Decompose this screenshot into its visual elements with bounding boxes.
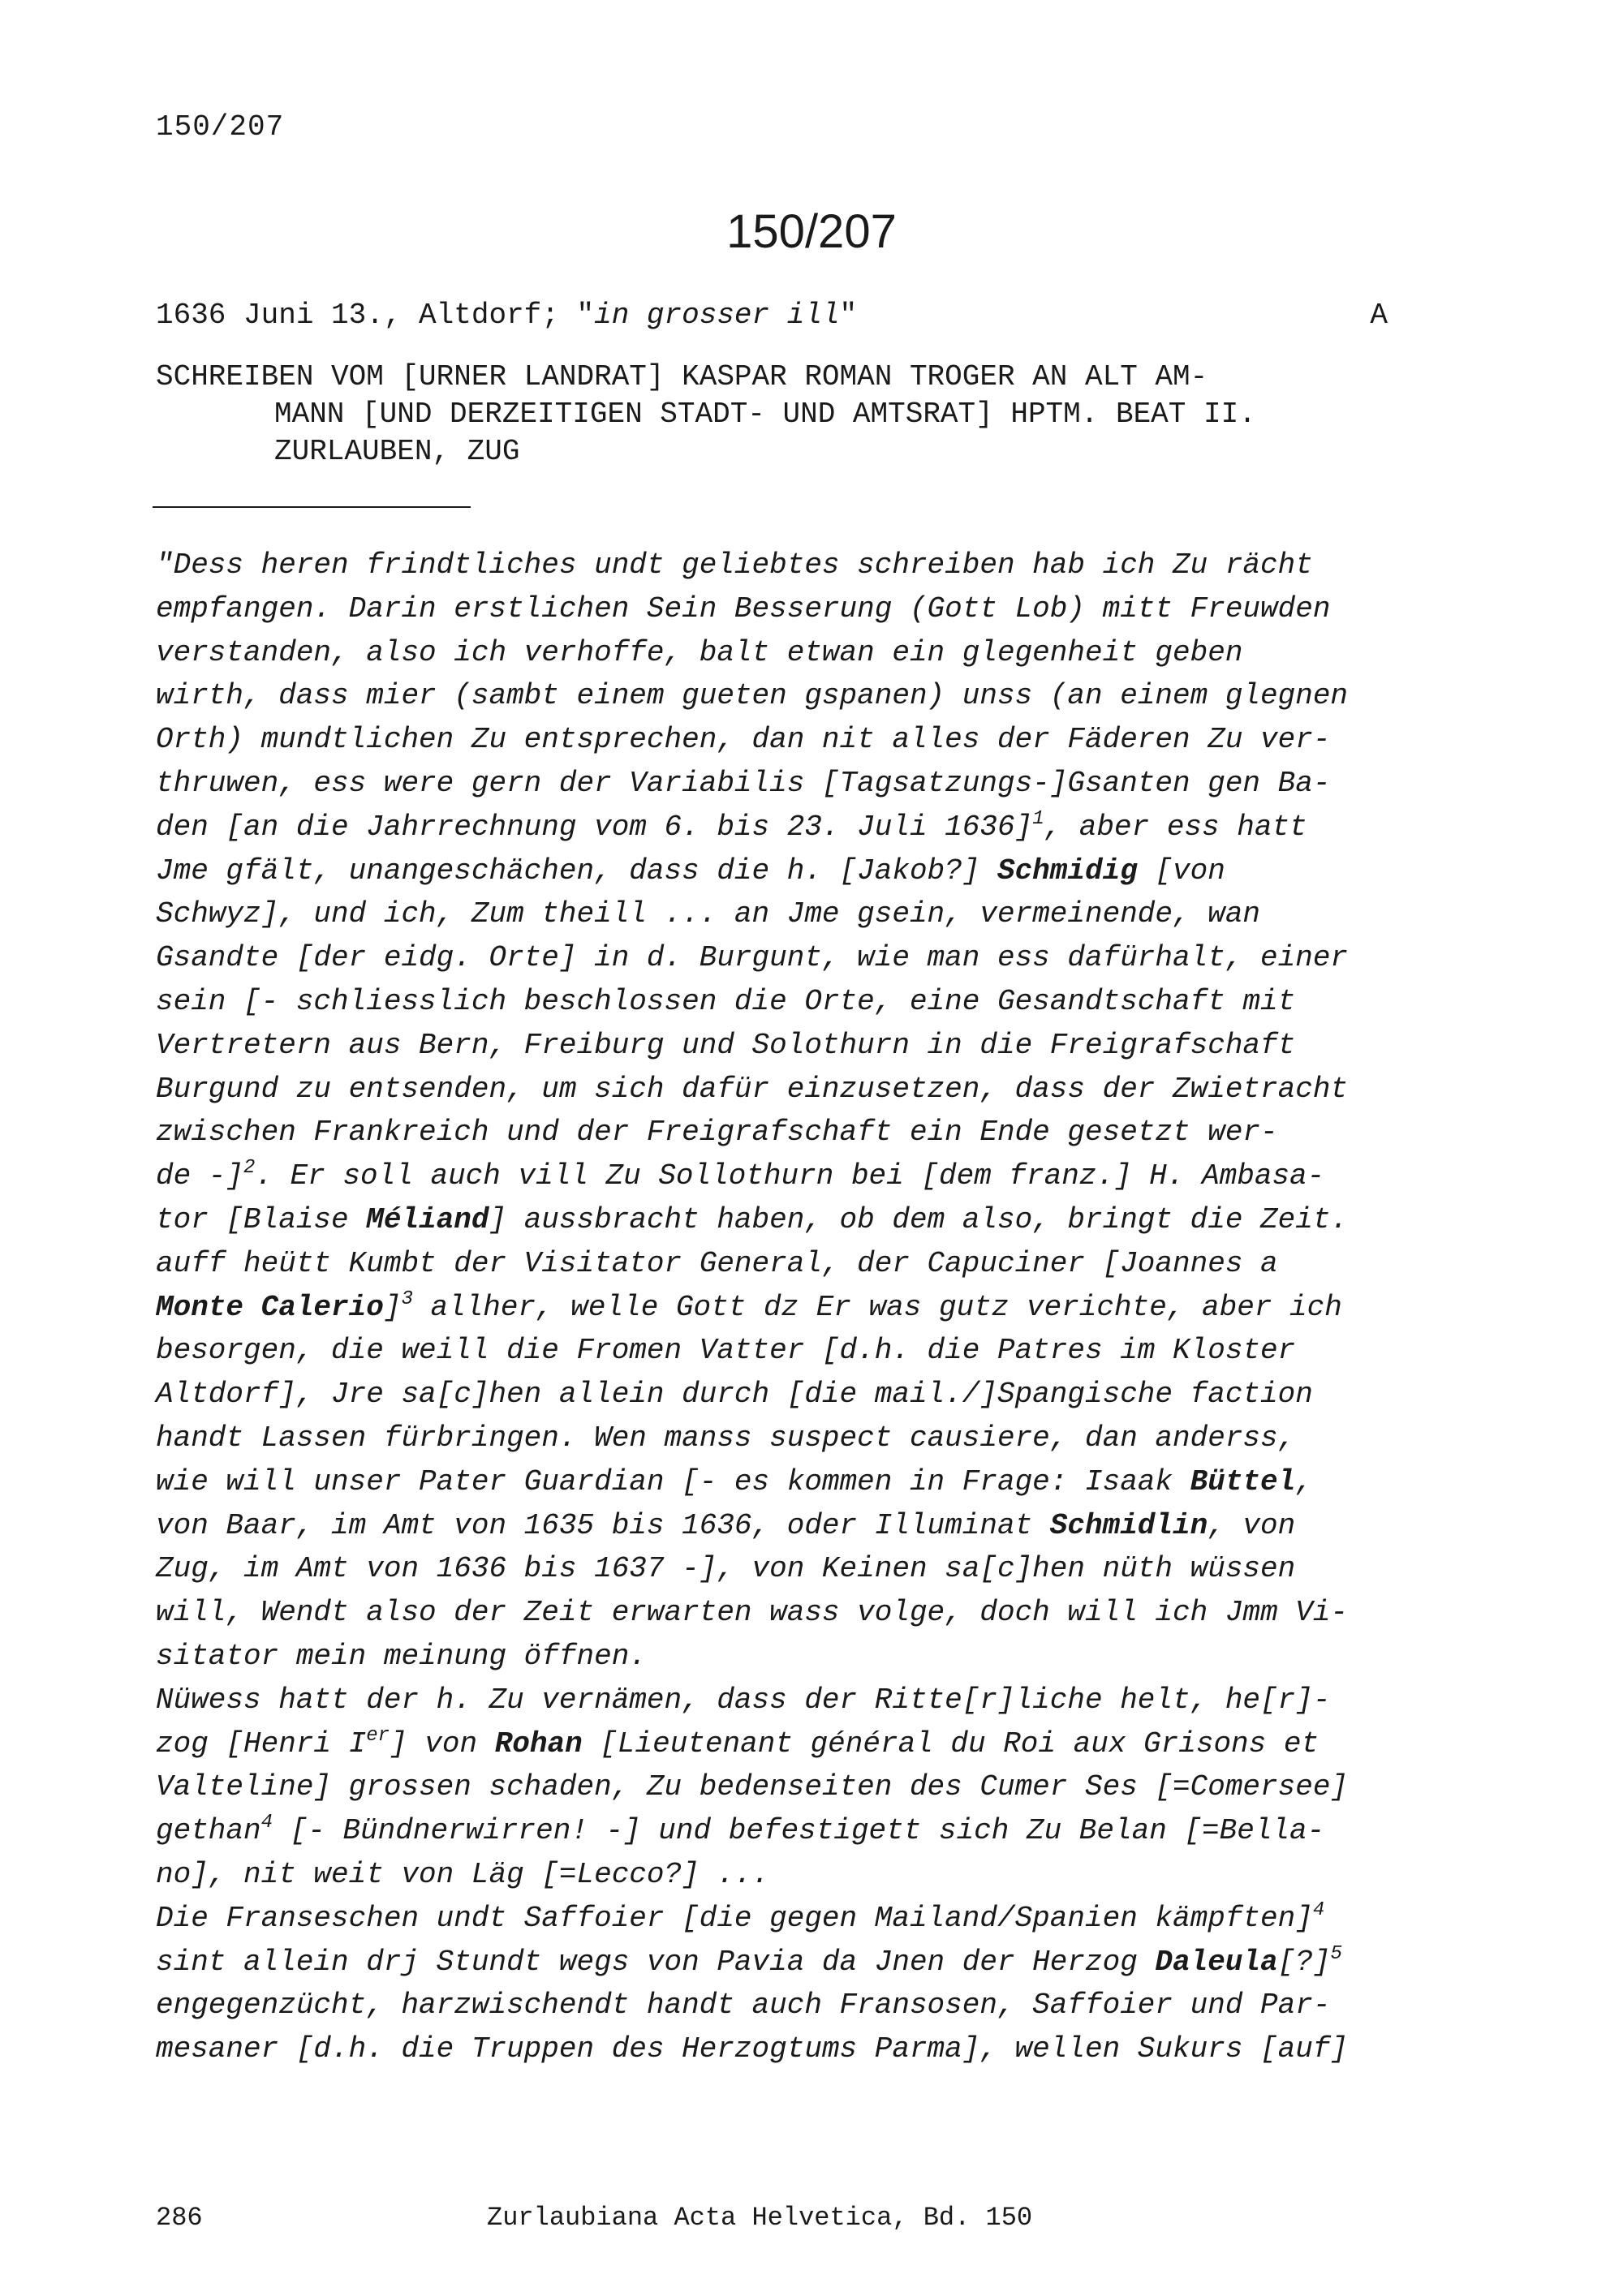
- body-line: [156, 1897, 1397, 1941]
- body-line: zwischen Frankreich und der Freigrafschaft ein Ende gesetzt wer-: [156, 1116, 1278, 1150]
- body-line: [156, 1941, 1397, 1984]
- body-text: von Baar, im Amt von 1635 bis 1636, oder Illuminat: [156, 1508, 1050, 1542]
- footnote-ref: 4: [260, 1812, 273, 1834]
- body-line: Zug, im Amt von 1636 bis 1637 -], von Keinen sa[c]hen nüth wüssen: [156, 1552, 1296, 1586]
- body-text: [Lieutenant général du Roi aux Grisons et: [582, 1726, 1319, 1761]
- body-text: [- Bündnerwirren! -] und befestigett sich Zu Belan [=Bella-: [273, 1814, 1325, 1848]
- body-text: wie will unser Pater Guardian [- es kommen in Frage: Isaak: [156, 1464, 1190, 1498]
- body-line: empfangen. Darin erstlichen Sein Besserung (Gott Lob) mitt Freuwden: [156, 591, 1331, 626]
- letter-transcription: [156, 544, 1397, 2071]
- document-number: 150/207: [726, 205, 897, 258]
- body-text: ,: [1295, 1464, 1313, 1498]
- document-title: [156, 359, 1389, 471]
- footnote-ref: 1: [1032, 807, 1044, 830]
- date-quote-italic: in grosser ill: [594, 299, 840, 332]
- body-line: [156, 1154, 1397, 1198]
- body-line: handt Lassen fürbringen. Wen manss suspect causiere, dan anderss,: [156, 1421, 1296, 1455]
- body-line: Gsandte [der eidg. Orte] in d. Burgunt, wie man ess dafürhalt, einer: [156, 941, 1349, 975]
- person-name: Daleula: [1155, 1945, 1278, 1979]
- body-line: [156, 1504, 1397, 1548]
- person-name: Méliand: [366, 1202, 489, 1236]
- body-text: . Er soll auch vill Zu Sollothurn bei [dem franz.] H. Ambasa-: [255, 1159, 1325, 1193]
- body-line: [156, 1722, 1397, 1766]
- running-head: 150/207: [156, 110, 285, 144]
- body-line: thruwen, ess were gern der Variabilis [Tagsatzungs-]Gsanten gen Ba-: [156, 766, 1331, 800]
- person-name: Büttel: [1190, 1464, 1296, 1498]
- body-line: [156, 806, 1397, 849]
- body-line: Vertretern aus Bern, Freiburg und Solothurn in die Freigrafschaft: [156, 1028, 1296, 1062]
- body-line: "Dess heren frindtliches undt geliebtes schreiben hab ich Zu rächt: [156, 548, 1313, 582]
- date-place-text: 1636 Juni 13., Altdorf; ": [156, 299, 595, 332]
- body-line: [156, 849, 1397, 893]
- footnote-ref: 3: [401, 1288, 413, 1310]
- body-line: Orth) mundtlichen Zu entsprechen, dan nit alles der Fäderen Zu ver-: [156, 723, 1331, 757]
- title-line-2: MANN [UND DERZEITIGEN STADT- UND AMTSRAT] HPTM. BEAT II.: [274, 398, 1256, 431]
- body-line: [156, 1460, 1397, 1504]
- document-category: A: [1370, 299, 1388, 332]
- body-line: engegenzücht, harzwischendt handt auch Fransosen, Saffoier und Par-: [156, 1989, 1331, 2023]
- body-text: ] aussbracht haben, ob dem also, bringt die Zeit.: [489, 1202, 1349, 1236]
- body-line: [156, 1809, 1397, 1853]
- body-line: will, Wendt also der Zeit erwarten wass volge, doch will ich Jmm Vi-: [156, 1596, 1349, 1630]
- body-line: sitator mein meinung öffnen.: [156, 1639, 647, 1673]
- footnote-ref: 4: [1312, 1898, 1325, 1921]
- body-line: Schwyz], und ich, Zum theill ... an Jme gsein, vermeinende, wan: [156, 897, 1261, 931]
- body-text: allher, welle Gott dz Er was gutz verichte, aber ich: [412, 1290, 1342, 1324]
- body-text: de -]: [156, 1159, 244, 1193]
- date-quote-close: ": [839, 299, 858, 332]
- body-text: sint allein drj Stundt wegs von Pavia da Jnen der Herzog: [156, 1945, 1156, 1979]
- body-text: ]: [383, 1290, 402, 1324]
- body-text: gethan: [156, 1814, 261, 1848]
- body-line: Altdorf], Jre sa[c]hen allein durch [die mail./]Spangische faction: [156, 1378, 1313, 1412]
- body-text: , von: [1208, 1508, 1296, 1542]
- body-text: [von: [1137, 853, 1225, 888]
- footnote-ref: 5: [1330, 1942, 1342, 1965]
- footnote-ref: 2: [243, 1157, 256, 1180]
- superscript: er: [366, 1724, 390, 1747]
- body-line: wirth, dass mier (sambt einem gueten gspanen) unss (an einem glegnen: [156, 679, 1349, 713]
- body-text: [?]: [1277, 1945, 1331, 1979]
- body-text: den [an die Jahrrechnung vom 6. bis 23. Juli 1636]: [156, 810, 1033, 844]
- series-title: Zurlaubiana Acta Helvetica, Bd. 150: [487, 2203, 1033, 2233]
- date-line: [156, 299, 1388, 332]
- person-name: Schmidig: [997, 853, 1138, 888]
- body-line: verstanden, also ich verhoffe, balt etwan ein glegenheit geben: [156, 635, 1243, 669]
- person-name: Rohan: [494, 1726, 583, 1761]
- title-line-1: SCHREIBEN VOM [URNER LANDRAT] KASPAR ROMAN TROGER AN ALT AM-: [156, 360, 1208, 393]
- separator-rule: [153, 506, 471, 508]
- body-text: zog [Henri I: [156, 1726, 367, 1761]
- person-name: Monte Calerio: [156, 1290, 384, 1324]
- body-text: Die Franseschen undt Saffoier [die gegen Mailand/Spanien kämpften]: [156, 1901, 1313, 1935]
- person-name: Schmidlin: [1049, 1508, 1208, 1542]
- page-number: 286: [156, 2203, 203, 2233]
- body-text: tor [Blaise: [156, 1202, 367, 1236]
- body-line: Nüwess hatt der h. Zu vernämen, dass der Ritte[r]liche helt, he[r]-: [156, 1683, 1331, 1717]
- body-line: Burgund zu entsenden, um sich dafür einzusetzen, dass der Zwietracht: [156, 1072, 1349, 1106]
- body-line: Valteline] grossen schaden, Zu bedenseiten des Cumer Ses [=Comersee]: [156, 1770, 1349, 1804]
- body-line: mesaner [d.h. die Truppen des Herzogtums Parma], wellen Sukurs [auf]: [156, 2032, 1349, 2066]
- body-text: Jme gfält, unangeschächen, dass die h. [Jakob?]: [156, 853, 997, 888]
- body-text: ] von: [390, 1726, 495, 1761]
- body-line: sein [- schliesslich beschlossen die Orte, eine Gesandtschaft mit: [156, 984, 1296, 1018]
- body-line: [156, 1198, 1397, 1242]
- body-line: [156, 1286, 1397, 1330]
- body-line: besorgen, die weill die Fromen Vatter [d.h. die Patres im Kloster: [156, 1334, 1296, 1368]
- title-line-3: ZURLAUBEN, ZUG: [274, 435, 520, 468]
- body-line: auff heütt Kumbt der Visitator General, der Capuciner [Joannes a: [156, 1246, 1278, 1280]
- body-text: , aber ess hatt: [1044, 810, 1307, 844]
- body-line: no], nit weit von Läg [=Lecco?] ...: [156, 1857, 770, 1891]
